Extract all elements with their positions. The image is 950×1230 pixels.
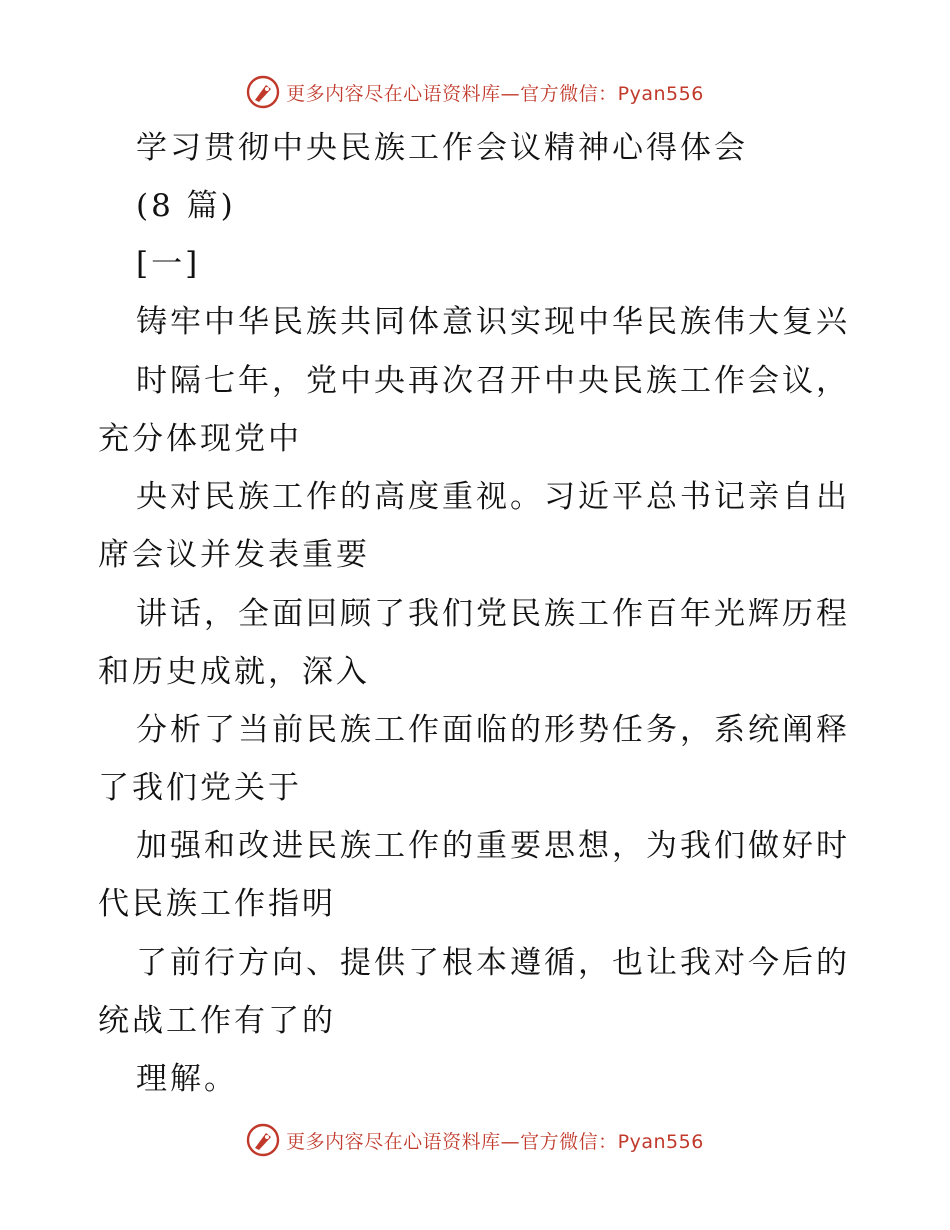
paragraph-line: 了前行方向、提供了根本遵循，也让我对今后的 xyxy=(136,945,850,981)
watermark-text: 更多内容尽在心语资料库—官方微信：Pyan556 xyxy=(286,82,704,105)
watermark-handle: Pyan556 xyxy=(617,1130,704,1153)
section-marker: [一] xyxy=(136,246,201,282)
paragraph-line: 统战工作有了的 xyxy=(98,1003,336,1039)
document-title: 学习贯彻中央民族工作会议精神心得体会 xyxy=(136,130,748,166)
paragraph-line: 时隔七年，党中央再次召开中央民族工作会议， xyxy=(136,363,850,399)
paragraph-line: 讲话，全面回顾了我们党民族工作百年光辉历程 xyxy=(136,596,850,632)
pen-nib-logo-icon xyxy=(246,1123,280,1157)
paragraph-line: 理解。 xyxy=(136,1061,238,1097)
section-heading: 铸牢中华民族共同体意识实现中华民族伟大复兴 xyxy=(136,304,850,340)
document-count: (8 篇) xyxy=(136,188,236,224)
paragraph-line: 加强和改进民族工作的重要思想，为我们做好时 xyxy=(136,828,850,864)
pen-nib-logo-icon xyxy=(246,75,280,109)
paragraph-line: 代民族工作指明 xyxy=(98,886,336,922)
paragraph-line: 充分体现党中 xyxy=(98,421,302,457)
paragraph-line: 了我们党关于 xyxy=(98,770,302,806)
paragraph-line: 和历史成就，深入 xyxy=(98,654,370,690)
watermark-handle: Pyan556 xyxy=(617,82,704,105)
watermark-banner-bottom xyxy=(0,1120,950,1160)
watermark-banner-top xyxy=(0,72,950,112)
paragraph-line: 分析了当前民族工作面临的形势任务，系统阐释 xyxy=(136,712,850,748)
paragraph-line: 席会议并发表重要 xyxy=(98,537,370,573)
watermark-text: 更多内容尽在心语资料库—官方微信：Pyan556 xyxy=(286,1130,704,1153)
paragraph-line: 央对民族工作的高度重视。习近平总书记亲自出 xyxy=(136,479,850,515)
